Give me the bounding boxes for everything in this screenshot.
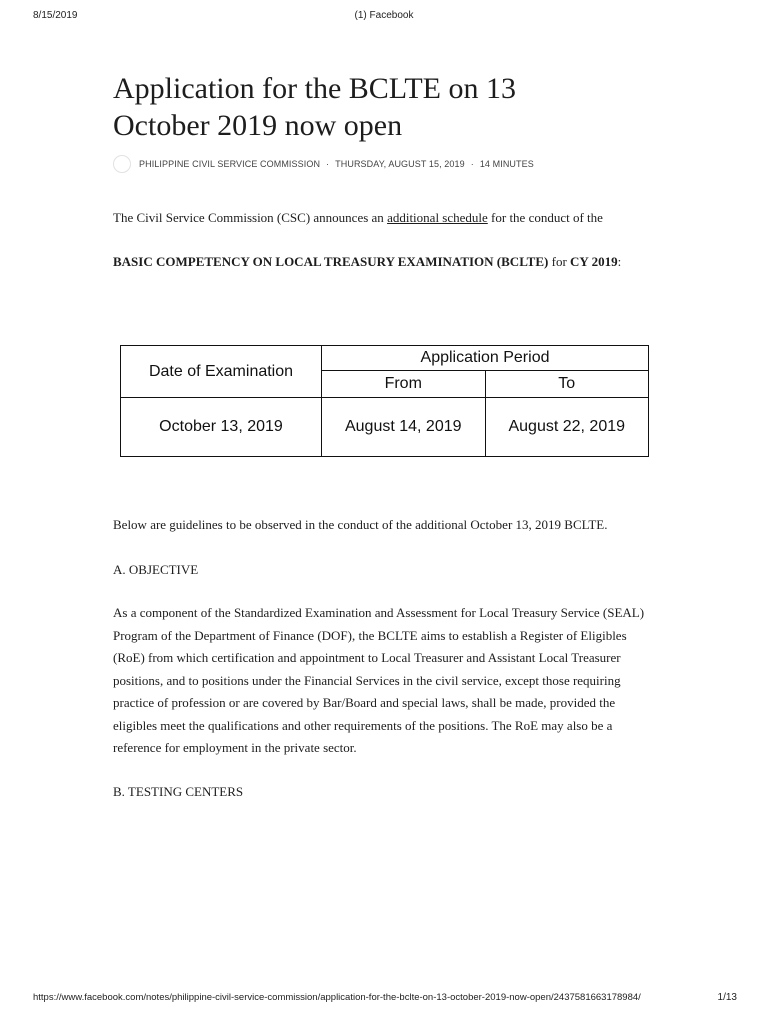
publish-date: THURSDAY, AUGUST 15, 2019 [335,159,465,169]
exam-year: CY 2019 [570,254,618,269]
objective-paragraph: As a component of the Standardized Examination and Assessment for Local Treasury Service (SEAL) Program of the Department of Finance (DOF), the BCLTE aims to establish a Register of Eligibles (RoE) from which certification and appointment to Local Treasurer and Assistant Local Treasurer positions, and to positions under the Financial Services in the civil service, except those requiring practice of profession or are covered by Bar/Board and special laws, shall be made, provided the eligibles meet the qualifications and other requirements of the positions. The RoE may also be a reference for employment in the private sector. [113,605,645,755]
subject-connector: for [548,254,571,269]
to-date-cell: August 22, 2019 [485,398,649,457]
objective-heading: A. OBJECTIVE [113,562,199,577]
article-title-line-1: Application for the BCLTE on 13 [113,72,517,105]
author-avatar[interactable] [113,155,131,173]
print-header [0,10,768,26]
subject-colon: : [617,254,622,269]
print-date: 8/15/2019 [33,10,78,21]
exam-subject-paragraph [113,251,658,274]
intro-text: The Civil Service Commission (CSC) announces an [113,210,388,225]
page-number: 1/13 [717,992,737,1003]
intro-text-end: for the conduct of the [487,210,603,225]
print-page-title: (1) Facebook [354,10,414,21]
article-title [113,70,673,144]
byline-separator: · [326,159,330,169]
byline [113,154,673,174]
print-footer [0,992,768,1008]
table-row [121,398,649,457]
exam-name: BASIC COMPETENCY ON LOCAL TREASURY EXAMINATION (BCLTE) [113,254,549,269]
article-header [113,70,673,169]
author-name[interactable]: PHILIPPINE CIVIL SERVICE COMMISSION [139,159,321,169]
intro-paragraph [113,207,658,230]
additional-schedule-link[interactable]: additional schedule [387,210,488,225]
exam-schedule-table [120,345,649,457]
exam-date-cell: October 13, 2019 [121,398,322,457]
byline-separator: · [470,159,474,169]
article-title-line-2: October 2019 now open [113,109,403,142]
from-date-cell: August 14, 2019 [322,398,486,457]
page-url: https://www.facebook.com/notes/philippine-civil-service-commission/application-for-the-bclte-on-13-october-2019-now-open/2437581663178984/ [33,992,641,1003]
testing-centers-heading: B. TESTING CENTERS [113,784,244,799]
guidelines-paragraph: Below are guidelines to be observed in the conduct of the additional October 13, 2019 BCLTE. [113,517,608,532]
date-of-examination-header: Date of Examination [121,346,322,398]
read-time: 14 MINUTES [479,159,534,169]
to-header: To [485,371,649,398]
from-header: From [322,371,486,398]
application-period-header: Application Period [322,346,649,371]
